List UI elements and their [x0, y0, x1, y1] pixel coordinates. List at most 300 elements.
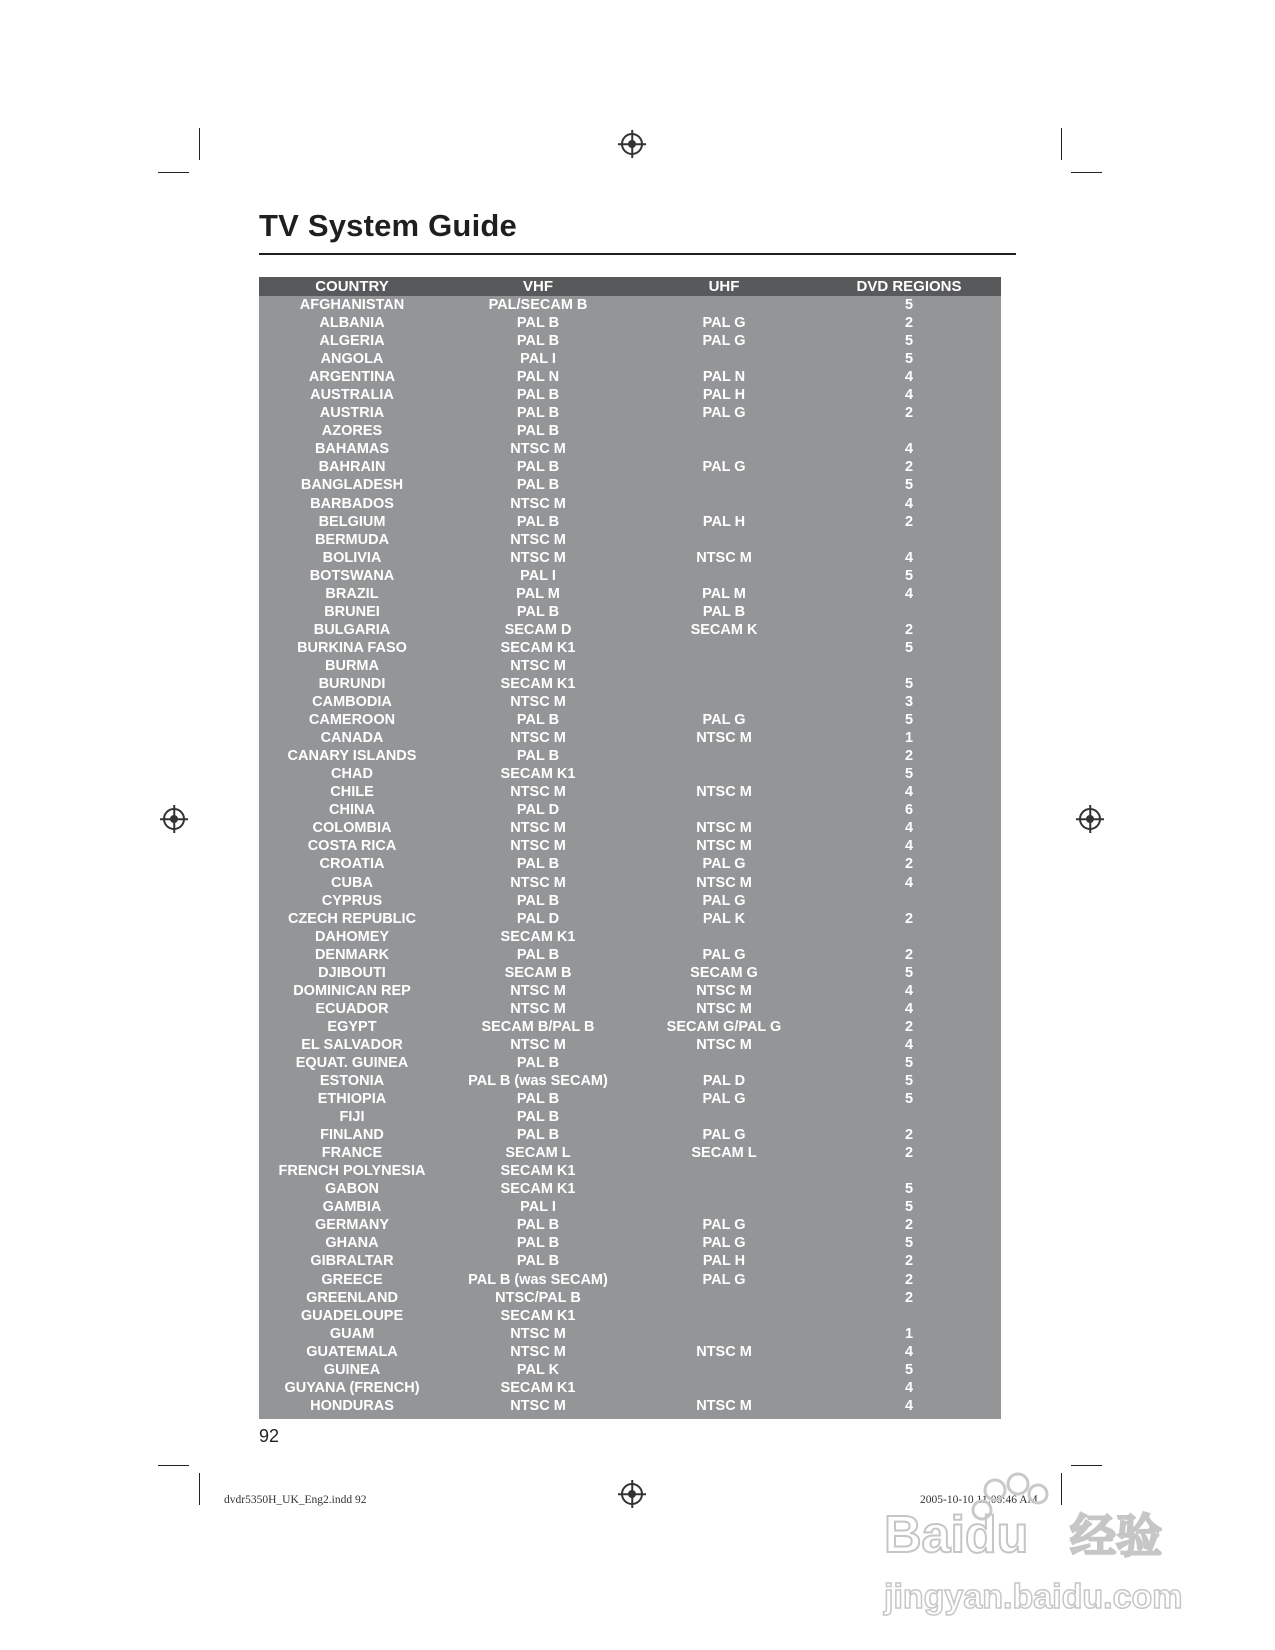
- country-cell: BURUNDI: [318, 675, 386, 692]
- dvd-region-cell: 5: [904, 351, 914, 368]
- country-cell: ETHIOPIA: [317, 1091, 387, 1108]
- table-row: [259, 657, 1001, 675]
- dvd-region-cell: 1: [904, 1325, 914, 1342]
- crop-mark-bottom-left-h: [158, 1465, 189, 1466]
- country-cell: AUSTRIA: [319, 405, 385, 422]
- table-row: [259, 1325, 1001, 1343]
- dvd-region-cell: [817, 1108, 1001, 1126]
- uhf-cell: SECAM G/PAL G: [666, 1018, 782, 1035]
- table-row: [259, 368, 1001, 386]
- country-cell: CHAD: [331, 766, 373, 783]
- vhf-cell: NTSC M: [510, 441, 566, 458]
- table-row: [259, 458, 1001, 476]
- table-row: [259, 801, 1001, 819]
- table-row: [259, 639, 1001, 657]
- dvd-region-cell: 5: [904, 1091, 914, 1108]
- dvd-region-cell: [817, 1162, 1001, 1180]
- uhf-cell: [631, 801, 817, 819]
- dvd-region-cell: 5: [904, 964, 914, 981]
- uhf-cell: [631, 1162, 817, 1180]
- uhf-cell: [631, 350, 817, 368]
- country-cell: CUBA: [331, 874, 373, 891]
- vhf-cell: PAL B: [516, 1091, 560, 1108]
- dvd-region-cell: 4: [904, 441, 914, 458]
- uhf-cell: [631, 567, 817, 585]
- dvd-region-cell: 4: [904, 874, 914, 891]
- uhf-cell: PAL H: [702, 1253, 746, 1270]
- dvd-region-cell: 2: [904, 910, 914, 927]
- svg-text:jingyan.baidu.com: jingyan.baidu.com: [884, 1578, 1183, 1616]
- country-cell: FRENCH POLYNESIA: [278, 1163, 426, 1180]
- table-row: [259, 567, 1001, 585]
- country-cell: CANADA: [320, 730, 384, 747]
- vhf-cell: PAL B: [516, 892, 560, 909]
- vhf-cell: SECAM K1: [500, 639, 576, 656]
- dvd-region-cell: 5: [904, 567, 914, 584]
- uhf-cell: PAL M: [702, 585, 746, 602]
- uhf-cell: [631, 1180, 817, 1198]
- vhf-cell: SECAM B/PAL B: [481, 1018, 595, 1035]
- vhf-cell: PAL B: [516, 387, 560, 404]
- uhf-cell: [631, 1307, 817, 1325]
- country-cell: FRANCE: [321, 1145, 383, 1162]
- uhf-cell: [631, 1198, 817, 1216]
- country-cell: AUSTRALIA: [310, 387, 394, 404]
- vhf-cell: NTSC M: [510, 694, 566, 711]
- country-cell: CYPRUS: [321, 892, 383, 909]
- table-row: [259, 1379, 1001, 1397]
- uhf-cell: PAL G: [702, 712, 746, 729]
- vhf-cell: PAL D: [516, 802, 560, 819]
- table-row: [259, 1036, 1001, 1054]
- uhf-cell: PAL G: [702, 946, 746, 963]
- table-row: [259, 837, 1001, 855]
- uhf-cell: PAL N: [702, 369, 746, 386]
- crop-mark-top-right-v: [1061, 128, 1062, 160]
- uhf-cell: [631, 296, 817, 314]
- country-cell: GABON: [325, 1181, 379, 1198]
- table-row: [259, 1216, 1001, 1234]
- country-cell: COLOMBIA: [312, 820, 392, 837]
- vhf-cell: PAL B: [516, 477, 560, 494]
- table-row: [259, 1343, 1001, 1361]
- svg-text:经验: 经验: [1070, 1509, 1162, 1563]
- table-row: [259, 1072, 1001, 1090]
- uhf-cell: NTSC M: [696, 784, 752, 801]
- country-cell: BARBADOS: [310, 495, 394, 512]
- country-cell: BOTSWANA: [309, 567, 395, 584]
- uhf-cell: PAL G: [702, 1217, 746, 1234]
- vhf-cell: PAL I: [520, 351, 556, 368]
- table-header: [259, 277, 1001, 296]
- vhf-cell: PAL B: [516, 1217, 560, 1234]
- dvd-region-cell: 5: [904, 333, 914, 350]
- uhf-cell: [631, 440, 817, 458]
- vhf-cell: SECAM K1: [500, 1307, 576, 1324]
- uhf-cell: [631, 747, 817, 765]
- page-title: TV System Guide: [259, 208, 517, 243]
- country-cell: AFGHANISTAN: [299, 297, 405, 313]
- vhf-cell: NTSC M: [510, 838, 566, 855]
- vhf-cell: NTSC M: [510, 1397, 566, 1414]
- table-row: [259, 386, 1001, 404]
- vhf-cell: PAL B: [516, 748, 560, 765]
- dvd-region-cell: 4: [904, 369, 914, 386]
- uhf-cell: [631, 657, 817, 675]
- dvd-region-cell: 2: [904, 405, 914, 422]
- vhf-cell: PAL B: [516, 315, 560, 332]
- vhf-cell: NTSC M: [510, 495, 566, 512]
- header-vhf: VHF: [523, 278, 553, 295]
- dvd-region-cell: [817, 603, 1001, 621]
- header-uhf: UHF: [708, 278, 740, 295]
- table-row: [259, 1289, 1001, 1307]
- vhf-cell: NTSC M: [510, 1325, 566, 1342]
- registration-mark-right-icon: [1079, 808, 1101, 830]
- uhf-cell: [631, 928, 817, 946]
- uhf-cell: PAL D: [702, 1073, 746, 1090]
- uhf-cell: [631, 495, 817, 513]
- country-cell: COSTA RICA: [307, 838, 397, 855]
- country-cell: BANGLADESH: [300, 477, 404, 494]
- svg-text:Baidu: Baidu: [884, 1506, 1029, 1564]
- dvd-region-cell: 4: [904, 549, 914, 566]
- vhf-cell: PAL B: [516, 333, 560, 350]
- dvd-region-cell: 2: [904, 315, 914, 332]
- vhf-cell: PAL B (was SECAM): [468, 1271, 608, 1288]
- uhf-cell: PAL H: [702, 387, 746, 404]
- uhf-cell: SECAM L: [691, 1145, 757, 1162]
- uhf-cell: [631, 1108, 817, 1126]
- uhf-cell: [631, 1289, 817, 1307]
- table-row: [259, 765, 1001, 783]
- dvd-region-cell: 5: [904, 1361, 914, 1378]
- vhf-cell: PAL/SECAM B: [488, 297, 588, 313]
- uhf-cell: [631, 531, 817, 549]
- vhf-cell: SECAM L: [505, 1145, 571, 1162]
- country-cell: BOLIVIA: [322, 549, 382, 566]
- footer-timestamp: 2005-10-10 11:00:46 AM: [920, 1494, 1038, 1506]
- table-row: [259, 729, 1001, 747]
- table-body: [259, 296, 1001, 1415]
- table-row: [259, 585, 1001, 603]
- uhf-cell: NTSC M: [696, 1397, 752, 1414]
- table-row: [259, 1198, 1001, 1216]
- vhf-cell: SECAM K1: [500, 766, 576, 783]
- dvd-region-cell: 2: [904, 1271, 914, 1288]
- uhf-cell: PAL G: [702, 315, 746, 332]
- dvd-region-cell: 2: [904, 1145, 914, 1162]
- table-row: [259, 693, 1001, 711]
- uhf-cell: PAL G: [702, 459, 746, 476]
- dvd-region-cell: 2: [904, 946, 914, 963]
- country-cell: GUAM: [329, 1325, 375, 1342]
- vhf-cell: PAL I: [520, 567, 556, 584]
- dvd-region-cell: 4: [904, 1343, 914, 1360]
- table-row: [259, 964, 1001, 982]
- vhf-cell: SECAM D: [504, 621, 572, 638]
- vhf-cell: NTSC M: [510, 657, 566, 674]
- table-row: [259, 1126, 1001, 1144]
- table-row: [259, 711, 1001, 729]
- dvd-region-cell: 5: [904, 477, 914, 494]
- uhf-cell: PAL G: [702, 856, 746, 873]
- dvd-region-cell: 5: [904, 712, 914, 729]
- dvd-region-cell: 2: [904, 1127, 914, 1144]
- dvd-region-cell: 5: [904, 1181, 914, 1198]
- uhf-cell: NTSC M: [696, 982, 752, 999]
- country-cell: BURKINA FASO: [297, 639, 407, 656]
- country-cell: ECUADOR: [315, 1000, 389, 1017]
- dvd-region-cell: 2: [904, 1018, 914, 1035]
- country-cell: BRUNEI: [324, 603, 380, 620]
- table-row: [259, 783, 1001, 801]
- table-row: [259, 1307, 1001, 1325]
- uhf-cell: NTSC M: [696, 1343, 752, 1360]
- country-cell: GERMANY: [314, 1217, 390, 1234]
- vhf-cell: SECAM K1: [500, 928, 576, 945]
- uhf-cell: NTSC M: [696, 1036, 752, 1053]
- country-cell: CHILE: [330, 784, 374, 801]
- table-row: [259, 982, 1001, 1000]
- uhf-cell: SECAM K: [690, 621, 758, 638]
- page-number: 92: [259, 1426, 280, 1446]
- table-row: [259, 1000, 1001, 1018]
- table-row: [259, 314, 1001, 332]
- vhf-cell: SECAM B: [504, 964, 572, 981]
- table-row: [259, 476, 1001, 494]
- vhf-cell: PAL B: [516, 405, 560, 422]
- country-cell: ANGOLA: [320, 351, 384, 368]
- dvd-region-cell: 2: [904, 459, 914, 476]
- country-cell: BRAZIL: [325, 585, 379, 602]
- uhf-cell: PAL G: [702, 405, 746, 422]
- vhf-cell: PAL B: [516, 459, 560, 476]
- table-row: [259, 675, 1001, 693]
- vhf-cell: NTSC M: [510, 982, 566, 999]
- vhf-cell: NTSC M: [510, 1036, 566, 1053]
- vhf-cell: NTSC M: [510, 784, 566, 801]
- dvd-region-cell: 4: [904, 784, 914, 801]
- vhf-cell: PAL M: [516, 585, 560, 602]
- dvd-region-cell: 2: [904, 1217, 914, 1234]
- country-cell: CAMBODIA: [312, 694, 392, 711]
- country-cell: CANARY ISLANDS: [287, 748, 417, 765]
- country-cell: GREECE: [321, 1271, 383, 1288]
- dvd-region-cell: 4: [904, 1000, 914, 1017]
- vhf-cell: NTSC M: [510, 1343, 566, 1360]
- table-row: [259, 440, 1001, 458]
- vhf-cell: NTSC M: [510, 874, 566, 891]
- dvd-region-cell: 4: [904, 1397, 914, 1414]
- registration-mark-bottom-icon: [621, 1483, 643, 1505]
- country-cell: GAMBIA: [322, 1199, 382, 1216]
- dvd-region-cell: [817, 1307, 1001, 1325]
- dvd-region-cell: [817, 892, 1001, 910]
- uhf-cell: [631, 476, 817, 494]
- country-cell: GUYANA (FRENCH): [284, 1379, 420, 1396]
- dvd-region-cell: 2: [904, 748, 914, 765]
- country-cell: HONDURAS: [310, 1397, 394, 1414]
- dvd-region-cell: 4: [904, 838, 914, 855]
- vhf-cell: PAL B: [516, 1109, 560, 1126]
- baidu-watermark-logo: [880, 1470, 1210, 1620]
- country-cell: BAHAMAS: [314, 441, 390, 458]
- uhf-cell: PAL G: [702, 892, 746, 909]
- country-cell: BELGIUM: [318, 513, 386, 530]
- dvd-region-cell: 5: [904, 639, 914, 656]
- uhf-cell: NTSC M: [696, 549, 752, 566]
- dvd-region-cell: 3: [904, 694, 914, 711]
- table-row: [259, 819, 1001, 837]
- country-cell: GHANA: [325, 1235, 379, 1252]
- crop-mark-top-right-h: [1071, 172, 1102, 173]
- table-row: [259, 1018, 1001, 1036]
- vhf-cell: NTSC M: [510, 820, 566, 837]
- vhf-cell: PAL I: [520, 1199, 556, 1216]
- dvd-region-cell: 5: [904, 1199, 914, 1216]
- uhf-cell: NTSC M: [696, 820, 752, 837]
- vhf-cell: PAL B: [516, 1253, 560, 1270]
- country-cell: BULGARIA: [313, 621, 391, 638]
- uhf-cell: PAL G: [702, 1127, 746, 1144]
- crop-mark-top-left-h: [158, 172, 189, 173]
- uhf-cell: PAL B: [702, 603, 746, 620]
- tv-system-table: [259, 277, 1001, 1419]
- table-row: [259, 531, 1001, 549]
- dvd-region-cell: 2: [904, 513, 914, 530]
- uhf-cell: PAL G: [702, 1235, 746, 1252]
- vhf-cell: SECAM K1: [500, 1181, 576, 1198]
- table-row: [259, 747, 1001, 765]
- table-row: [259, 350, 1001, 368]
- uhf-cell: NTSC M: [696, 874, 752, 891]
- dvd-region-cell: 4: [904, 495, 914, 512]
- table-row: [259, 422, 1001, 440]
- uhf-cell: [631, 1325, 817, 1343]
- country-cell: DJIBOUTI: [318, 964, 386, 981]
- table-row: [259, 892, 1001, 910]
- uhf-cell: [631, 1379, 817, 1397]
- table-row: [259, 1162, 1001, 1180]
- table-row: [259, 495, 1001, 513]
- uhf-cell: PAL G: [702, 333, 746, 350]
- table-row: [259, 1397, 1001, 1415]
- dvd-region-cell: 4: [904, 982, 914, 999]
- dvd-region-cell: 4: [904, 820, 914, 837]
- country-cell: CROATIA: [319, 856, 385, 873]
- vhf-cell: PAL N: [516, 369, 560, 386]
- table-row: [259, 1252, 1001, 1270]
- dvd-region-cell: 5: [904, 1235, 914, 1252]
- uhf-cell: [631, 1054, 817, 1072]
- vhf-cell: PAL B (was SECAM): [468, 1073, 608, 1090]
- table-row: [259, 1180, 1001, 1198]
- dvd-region-cell: 4: [904, 1379, 914, 1396]
- uhf-cell: SECAM G: [690, 964, 758, 981]
- registration-mark-left-icon: [163, 808, 185, 830]
- crop-mark-top-left-v: [199, 128, 200, 160]
- table-row: [259, 928, 1001, 946]
- country-cell: CHINA: [329, 802, 375, 819]
- vhf-cell: NTSC M: [510, 549, 566, 566]
- country-cell: BERMUDA: [314, 531, 390, 548]
- dvd-region-cell: 4: [904, 387, 914, 404]
- vhf-cell: PAL B: [516, 1054, 560, 1071]
- crop-mark-bottom-left-v: [199, 1473, 200, 1505]
- dvd-region-cell: 5: [904, 675, 914, 692]
- dvd-region-cell: 1: [904, 730, 914, 747]
- table-row: [259, 1054, 1001, 1072]
- footer-filename: dvdr5350H_UK_Eng2.indd 92: [224, 1494, 367, 1506]
- table-row: [259, 1144, 1001, 1162]
- uhf-cell: PAL G: [702, 1091, 746, 1108]
- vhf-cell: PAL B: [516, 603, 560, 620]
- country-cell: DOMINICAN REP: [293, 982, 411, 999]
- country-cell: EGYPT: [327, 1018, 377, 1035]
- country-cell: EL SALVADOR: [301, 1036, 403, 1053]
- country-cell: GIBRALTAR: [310, 1253, 394, 1270]
- uhf-cell: [631, 675, 817, 693]
- country-cell: FINLAND: [320, 1127, 384, 1144]
- country-cell: CAMEROON: [308, 712, 396, 729]
- registration-mark-top-icon: [621, 133, 643, 155]
- uhf-cell: [631, 639, 817, 657]
- table-row: [259, 855, 1001, 873]
- dvd-region-cell: 2: [904, 1253, 914, 1270]
- country-cell: ALGERIA: [319, 333, 385, 350]
- dvd-region-cell: [817, 928, 1001, 946]
- country-cell: EQUAT. GUINEA: [295, 1054, 409, 1071]
- uhf-cell: [631, 1361, 817, 1379]
- dvd-region-cell: 2: [904, 856, 914, 873]
- uhf-cell: NTSC M: [696, 1000, 752, 1017]
- table-row: [259, 1090, 1001, 1108]
- vhf-cell: SECAM K1: [500, 1163, 576, 1180]
- country-cell: DENMARK: [314, 946, 390, 963]
- vhf-cell: PAL B: [516, 946, 560, 963]
- table-row: [259, 513, 1001, 531]
- dvd-region-cell: 5: [904, 297, 914, 313]
- dvd-region-cell: 4: [904, 585, 914, 602]
- table-row: [259, 404, 1001, 422]
- country-cell: CZECH REPUBLIC: [287, 910, 417, 927]
- uhf-cell: [631, 422, 817, 440]
- country-cell: AZORES: [321, 423, 383, 440]
- uhf-cell: [631, 693, 817, 711]
- country-cell: BURMA: [325, 657, 379, 674]
- country-cell: ALBANIA: [319, 315, 385, 332]
- country-cell: GREENLAND: [306, 1289, 398, 1306]
- vhf-cell: PAL D: [516, 910, 560, 927]
- country-cell: GUINEA: [323, 1361, 381, 1378]
- country-cell: GUADELOUPE: [300, 1307, 404, 1324]
- dvd-region-cell: [817, 531, 1001, 549]
- vhf-cell: PAL B: [516, 1127, 560, 1144]
- vhf-cell: SECAM K1: [500, 675, 576, 692]
- vhf-cell: NTSC/PAL B: [495, 1289, 581, 1306]
- uhf-cell: [631, 765, 817, 783]
- table-row: [259, 874, 1001, 892]
- uhf-cell: PAL H: [702, 513, 746, 530]
- country-cell: GUATEMALA: [306, 1343, 398, 1360]
- table-row: [259, 1234, 1001, 1252]
- table-row: [259, 603, 1001, 621]
- table-row: [259, 296, 1001, 314]
- country-cell: BAHRAIN: [318, 459, 386, 476]
- country-cell: ARGENTINA: [308, 369, 396, 386]
- vhf-cell: PAL K: [516, 1361, 560, 1378]
